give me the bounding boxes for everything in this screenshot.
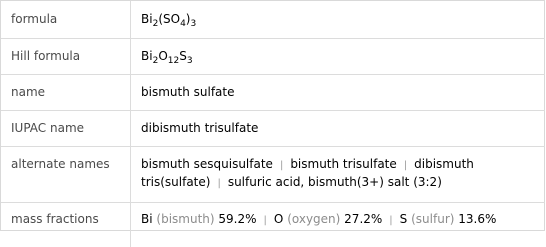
row-label: alternate names [1,147,131,203]
element-symbol: Bi [141,212,153,226]
separator: | [257,215,274,226]
element-percent: 13.6% [458,212,496,226]
formula-part: S [179,49,187,63]
element-name: (bismuth) [156,212,214,226]
element-percent: 59.2% [218,212,256,226]
row-label: formula [1,1,131,39]
table-row-alternate-names [1,147,545,203]
hill-formula-value [131,39,546,75]
row-label: Hill formula [1,39,131,75]
row-label: name [1,75,131,111]
alternate-names-value [131,147,546,203]
element-name: (sulfur) [411,212,454,226]
table-row-iupac-name [1,111,545,147]
row-label: IUPAC name [1,111,131,147]
formula-part: Bi [141,12,153,26]
alternate-name: sulfuric acid, bismuth(3+) salt (3:2) [228,175,442,189]
element-name: (oxygen) [287,212,340,226]
formula-subscript: 2 [153,56,159,66]
formula-value [131,1,546,39]
name-value: bismuth sulfate [131,75,546,111]
formula-part: O [158,49,167,63]
element-symbol: S [400,212,408,226]
formula-subscript: 2 [153,19,159,29]
table-row-hill-formula [1,39,545,75]
element-symbol: O [274,212,283,226]
row-label: mass fractions [1,203,131,247]
formula-part: ) [186,12,191,26]
separator: | [273,160,290,171]
formula-subscript: 3 [187,56,193,66]
iupac-name-value: dibismuth trisulfate [131,111,546,147]
mass-fractions-value [131,203,546,247]
separator: | [397,160,414,171]
formula-part: Bi [141,49,153,63]
formula-subscript: 12 [168,56,179,66]
separator: | [210,178,227,189]
property-table [1,1,545,247]
alternate-name: bismuth trisulfate [290,157,396,171]
element-percent: 27.2% [344,212,382,226]
alternate-name: dibismuth tris(sulfate) [141,157,474,189]
table-row-formula [1,1,545,39]
table-row-name [1,75,545,111]
alternate-name: bismuth sesquisulfate [141,157,273,171]
formula-subscript: 4 [180,19,186,29]
table-row-mass-fractions [1,203,545,247]
separator: | [382,215,399,226]
formula-subscript: 3 [190,19,196,29]
formula-part: (SO [158,12,180,26]
